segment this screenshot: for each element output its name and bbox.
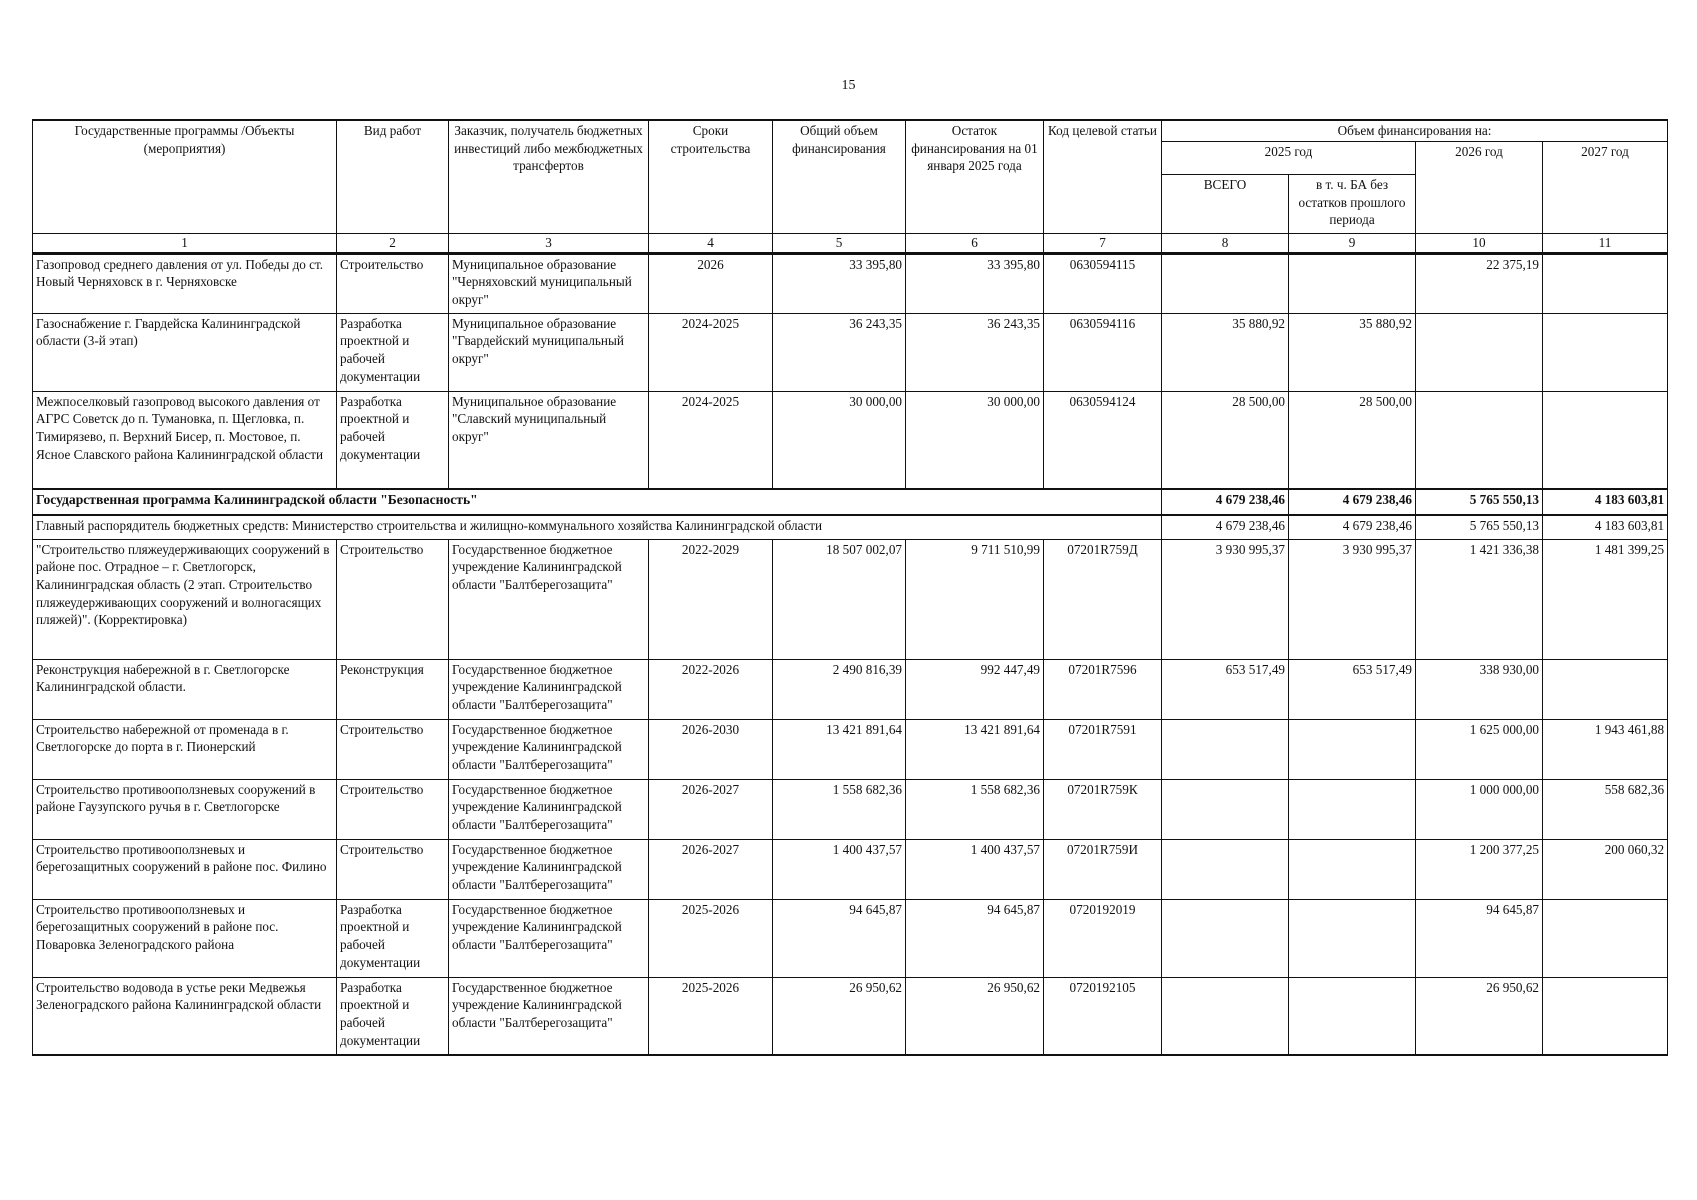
work-type: Строительство — [337, 839, 449, 899]
customer: Государственное бюджетное учреждение Калининградской области "Балтберегозащита" — [449, 779, 649, 839]
object-name: Реконструкция набережной в г. Светлогорске Калининградской области. — [33, 659, 337, 719]
amount-2027 — [1543, 659, 1668, 719]
program-2027: 4 183 603,81 — [1543, 489, 1668, 515]
target-code: 0630594115 — [1044, 253, 1162, 313]
customer: Муниципальное образование "Гвардейский муниципальный округ" — [449, 313, 649, 391]
customer: Государственное бюджетное учреждение Калининградской области "Балтберегозащита" — [449, 977, 649, 1055]
column-number: 8 — [1162, 234, 1289, 254]
page-number: 15 — [841, 78, 856, 93]
column-number-row — [33, 234, 1668, 254]
amount-2026: 1 000 000,00 — [1416, 779, 1543, 839]
total-financing: 18 507 002,07 — [773, 539, 906, 659]
amount-2025-ba: 28 500,00 — [1289, 391, 1416, 489]
period: 2022-2029 — [649, 539, 773, 659]
column-number: 11 — [1543, 234, 1668, 254]
customer: Государственное бюджетное учреждение Калининградской области "Балтберегозащита" — [449, 899, 649, 977]
header-work-type: Вид работ — [337, 120, 449, 234]
amount-2026: 1 421 336,38 — [1416, 539, 1543, 659]
work-type: Строительство — [337, 253, 449, 313]
work-type: Разработка проектной и рабочей документации — [337, 391, 449, 489]
remainder: 30 000,00 — [906, 391, 1044, 489]
target-code: 0630594116 — [1044, 313, 1162, 391]
period: 2024-2025 — [649, 391, 773, 489]
column-number: 2 — [337, 234, 449, 254]
work-type: Реконструкция — [337, 659, 449, 719]
customer: Государственное бюджетное учреждение Калининградской области "Балтберегозащита" — [449, 719, 649, 779]
table-row — [33, 659, 1668, 719]
amount-2025-ba: 3 930 995,37 — [1289, 539, 1416, 659]
amount-2025-total — [1162, 839, 1289, 899]
target-code: 07201R759Д — [1044, 539, 1162, 659]
period: 2025-2026 — [649, 977, 773, 1055]
program-2026: 5 765 550,13 — [1416, 489, 1543, 515]
work-type: Разработка проектной и рабочей документации — [337, 899, 449, 977]
program-summary-row — [33, 489, 1668, 515]
header-objects: Государственные программы /Объекты (мероприятия) — [33, 120, 337, 234]
column-number: 4 — [649, 234, 773, 254]
work-type: Строительство — [337, 719, 449, 779]
customer: Муниципальное образование "Черняховский муниципальный округ" — [449, 253, 649, 313]
target-code: 0630594124 — [1044, 391, 1162, 489]
remainder: 36 243,35 — [906, 313, 1044, 391]
amount-2027 — [1543, 253, 1668, 313]
amount-2025-ba — [1289, 253, 1416, 313]
amount-2025-total — [1162, 977, 1289, 1055]
column-number: 10 — [1416, 234, 1543, 254]
remainder: 13 421 891,64 — [906, 719, 1044, 779]
amount-2026: 1 200 377,25 — [1416, 839, 1543, 899]
remainder: 992 447,49 — [906, 659, 1044, 719]
program-title: Государственная программа Калининградской области "Безопасность" — [33, 489, 1162, 515]
amount-2027: 1 943 461,88 — [1543, 719, 1668, 779]
amount-2025-total: 35 880,92 — [1162, 313, 1289, 391]
table-row — [33, 719, 1668, 779]
object-name: Строительство набережной от променада в г. Светлогорске до порта в г. Пионерский — [33, 719, 337, 779]
amount-2025-total — [1162, 899, 1289, 977]
target-code: 07201R7591 — [1044, 719, 1162, 779]
table-row — [33, 313, 1668, 391]
column-number: 5 — [773, 234, 906, 254]
remainder: 1 558 682,36 — [906, 779, 1044, 839]
remainder: 26 950,62 — [906, 977, 1044, 1055]
amount-2026: 1 625 000,00 — [1416, 719, 1543, 779]
program-2025-ba: 4 679 238,46 — [1289, 489, 1416, 515]
period: 2024-2025 — [649, 313, 773, 391]
amount-2025-ba — [1289, 719, 1416, 779]
total-financing: 36 243,35 — [773, 313, 906, 391]
header-year-2025: 2025 год — [1162, 141, 1416, 174]
object-name: Строительство водовода в устье реки Медвежья Зеленоградского района Калининградской области — [33, 977, 337, 1055]
column-number: 1 — [33, 234, 337, 254]
total-financing: 33 395,80 — [773, 253, 906, 313]
table-row — [33, 391, 1668, 489]
amount-2027: 200 060,32 — [1543, 839, 1668, 899]
customer: Государственное бюджетное учреждение Калининградской области "Балтберегозащита" — [449, 839, 649, 899]
work-type: Строительство — [337, 539, 449, 659]
amount-2026: 94 645,87 — [1416, 899, 1543, 977]
header-year-2026: 2026 год — [1416, 141, 1543, 233]
amount-2027 — [1543, 391, 1668, 489]
remainder: 94 645,87 — [906, 899, 1044, 977]
customer: Государственное бюджетное учреждение Калининградской области "Балтберегозащита" — [449, 539, 649, 659]
manager-2025-ba: 4 679 238,46 — [1289, 515, 1416, 539]
amount-2026: 26 950,62 — [1416, 977, 1543, 1055]
header-target-code: Код целевой статьи — [1044, 120, 1162, 234]
financing-table — [32, 119, 1668, 1056]
target-code: 0720192105 — [1044, 977, 1162, 1055]
column-number: 3 — [449, 234, 649, 254]
manager-2026: 5 765 550,13 — [1416, 515, 1543, 539]
object-name: Межпоселковый газопровод высокого давления от АГРС Советск до п. Тумановка, п. Щегловка, п. Тимирязево, п. Верхний Бисер, п. Мостовое, п. Ясное Славского района Калининградской области — [33, 391, 337, 489]
manager-2027: 4 183 603,81 — [1543, 515, 1668, 539]
target-code: 07201R759И — [1044, 839, 1162, 899]
period: 2026 — [649, 253, 773, 313]
object-name: Строительство противооползневых и берегозащитных сооружений в районе пос. Филино — [33, 839, 337, 899]
object-name: Строительство противооползневых и берегозащитных сооружений в районе пос. Поваровка Зеленоградского района — [33, 899, 337, 977]
amount-2026 — [1416, 391, 1543, 489]
remainder: 33 395,80 — [906, 253, 1044, 313]
header-2025-total: ВСЕГО — [1162, 175, 1289, 234]
work-type: Разработка проектной и рабочей документации — [337, 977, 449, 1055]
manager-2025-total: 4 679 238,46 — [1162, 515, 1289, 539]
period: 2025-2026 — [649, 899, 773, 977]
header-2025-ba: в т. ч. БА без остатков прошлого периода — [1289, 175, 1416, 234]
amount-2026: 22 375,19 — [1416, 253, 1543, 313]
amount-2025-total: 653 517,49 — [1162, 659, 1289, 719]
amount-2027 — [1543, 899, 1668, 977]
table-row — [33, 977, 1668, 1055]
total-financing: 1 400 437,57 — [773, 839, 906, 899]
period: 2022-2026 — [649, 659, 773, 719]
table-row — [33, 839, 1668, 899]
object-name: Газопровод среднего давления от ул. Победы до ст. Новый Черняховск в г. Черняховске — [33, 253, 337, 313]
amount-2027 — [1543, 313, 1668, 391]
column-number: 6 — [906, 234, 1044, 254]
amount-2026: 338 930,00 — [1416, 659, 1543, 719]
amount-2025-total — [1162, 253, 1289, 313]
column-number: 7 — [1044, 234, 1162, 254]
table-row — [33, 779, 1668, 839]
amount-2025-ba: 653 517,49 — [1289, 659, 1416, 719]
amount-2025-ba — [1289, 899, 1416, 977]
remainder: 1 400 437,57 — [906, 839, 1044, 899]
period: 2026-2027 — [649, 839, 773, 899]
amount-2025-ba — [1289, 839, 1416, 899]
total-financing: 30 000,00 — [773, 391, 906, 489]
amount-2025-total: 3 930 995,37 — [1162, 539, 1289, 659]
period: 2026-2027 — [649, 779, 773, 839]
amount-2025-total — [1162, 719, 1289, 779]
total-financing: 2 490 816,39 — [773, 659, 906, 719]
customer: Муниципальное образование "Славский муниципальный округ" — [449, 391, 649, 489]
amount-2025-total — [1162, 779, 1289, 839]
period: 2026-2030 — [649, 719, 773, 779]
target-code: 07201R759К — [1044, 779, 1162, 839]
object-name: Газоснабжение г. Гвардейска Калининградской области (3-й этап) — [33, 313, 337, 391]
total-financing: 1 558 682,36 — [773, 779, 906, 839]
table-row — [33, 539, 1668, 659]
program-2025-total: 4 679 238,46 — [1162, 489, 1289, 515]
table-row — [33, 253, 1668, 313]
amount-2025-ba — [1289, 977, 1416, 1055]
header-period: Сроки строительства — [649, 120, 773, 234]
object-name: Строительство противооползневых сооружений в районе Гаузупского ручья в г. Светлогорске — [33, 779, 337, 839]
table-row — [33, 899, 1668, 977]
work-type: Строительство — [337, 779, 449, 839]
work-type: Разработка проектной и рабочей документации — [337, 313, 449, 391]
header-remainder: Остаток финансирования на 01 января 2025 года — [906, 120, 1044, 234]
column-number: 9 — [1289, 234, 1416, 254]
target-code: 0720192019 — [1044, 899, 1162, 977]
amount-2025-ba: 35 880,92 — [1289, 313, 1416, 391]
object-name: "Строительство пляжеудерживающих сооружений в районе пос. Отрадное – г. Светлогорск, Калининградская область (2 этап. Строительство пляжеудерживающих сооружений и волногасящих пляжей)". (Корректировка) — [33, 539, 337, 659]
target-code: 07201R7596 — [1044, 659, 1162, 719]
amount-2025-ba — [1289, 779, 1416, 839]
remainder: 9 711 510,99 — [906, 539, 1044, 659]
header-year-2027: 2027 год — [1543, 141, 1668, 233]
amount-2027: 1 481 399,25 — [1543, 539, 1668, 659]
amount-2025-total: 28 500,00 — [1162, 391, 1289, 489]
amount-2027 — [1543, 977, 1668, 1055]
total-financing: 13 421 891,64 — [773, 719, 906, 779]
header-financing-group: Объем финансирования на: — [1162, 120, 1668, 141]
total-financing: 26 950,62 — [773, 977, 906, 1055]
budget-manager-row — [33, 515, 1668, 539]
total-financing: 94 645,87 — [773, 899, 906, 977]
header-total-financing: Общий объем финансирования — [773, 120, 906, 234]
amount-2027: 558 682,36 — [1543, 779, 1668, 839]
amount-2026 — [1416, 313, 1543, 391]
header-customer: Заказчик, получатель бюджетных инвестиций либо межбюджетных трансфертов — [449, 120, 649, 234]
customer: Государственное бюджетное учреждение Калининградской области "Балтберегозащита" — [449, 659, 649, 719]
budget-manager-title: Главный распорядитель бюджетных средств: Министерство строительства и жилищно-коммунального хозяйства Калининградской области — [33, 515, 1162, 539]
